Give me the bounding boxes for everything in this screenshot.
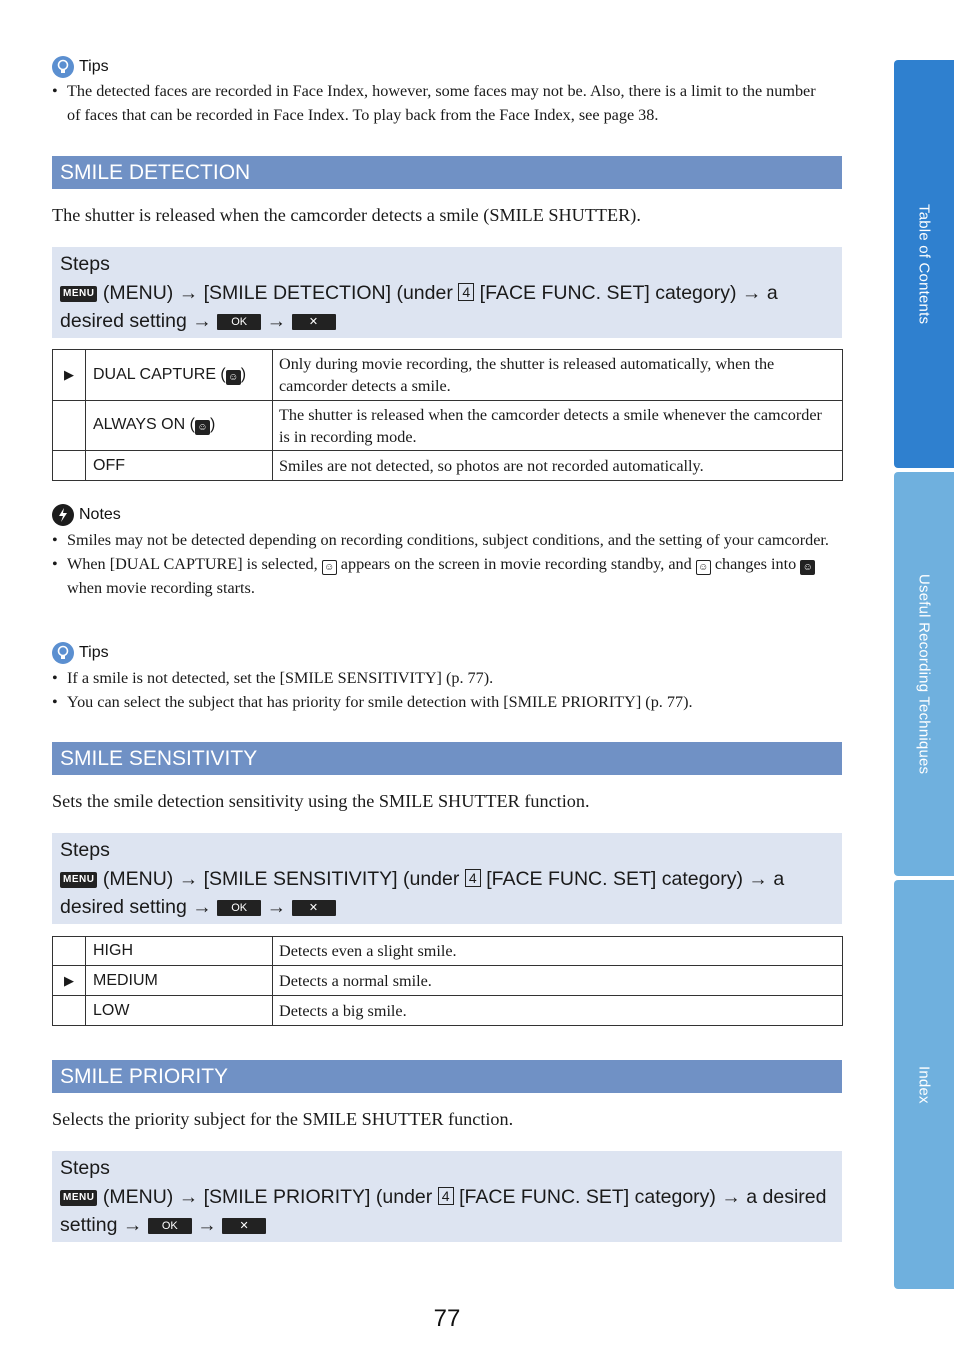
section-title-smile-priority: SMILE PRIORITY	[52, 1060, 842, 1093]
close-key-icon: ✕	[292, 900, 336, 916]
tips-list	[52, 79, 832, 127]
list-item: • If a smile is not detected, set the [SMILE SENSITIVITY] (p. 77).	[52, 666, 832, 690]
menu-key-icon: MENU	[60, 286, 97, 302]
option-description: Detects a normal smile.	[273, 966, 843, 996]
notes-list	[52, 528, 832, 600]
steps-text: MENU (MENU) → [SMILE SENSITIVITY] (under 4 [FACE FUNC. SET] category) → a desired setting → OK → ✕	[60, 867, 785, 918]
list-item: • You can select the subject that has priority for smile detection with [SMILE PRIORITY] (p. 77).	[52, 690, 832, 714]
page-number: 77	[433, 1305, 461, 1332]
side-tab-table-of-contents[interactable]	[894, 60, 954, 468]
steps-text: MENU (MENU) → [SMILE DETECTION] (under 4 [FACE FUNC. SET] category) → a desired setting → OK → ✕	[60, 281, 778, 332]
tips-heading-label: Tips	[79, 58, 109, 75]
list-item: • The detected faces are recorded in Face Index, however, some faces may not be. Also, there is a limit to the number of faces that can be recorded in Face Index. To play back from the Face Index, see page 38.	[52, 79, 832, 127]
option-description: Detects even a slight smile.	[273, 937, 843, 966]
category-number-icon: 4	[465, 869, 481, 887]
notes-heading	[52, 504, 121, 526]
steps-heading: Steps	[60, 253, 110, 275]
ok-key-icon: OK	[217, 314, 261, 330]
default-marker	[53, 401, 86, 451]
side-tab-label: Index	[915, 1065, 933, 1104]
menu-key-icon: MENU	[60, 872, 97, 888]
lightbulb-icon	[52, 642, 74, 664]
default-marker: ▶	[53, 350, 86, 401]
steps-box	[52, 1151, 842, 1242]
notes-icon	[52, 504, 74, 526]
menu-key-icon: MENU	[60, 1190, 97, 1206]
list-item: • When [DUAL CAPTURE] is selected, ☺ appears on the screen in movie recording standby, and ☺ changes into ☺ when movie recording starts.	[52, 552, 832, 600]
default-marker	[53, 451, 86, 481]
option-description: Smiles are not detected, so photos are not recorded automatically.	[273, 451, 843, 481]
tips-heading	[52, 642, 109, 664]
default-marker	[53, 937, 86, 966]
table-row	[53, 966, 843, 996]
steps-heading: Steps	[60, 1157, 110, 1179]
smile-shutter-icon: ☺	[226, 370, 241, 385]
smile-standby-icon: ☺	[322, 560, 337, 575]
option-label: ALWAYS ON ( ☺ )	[86, 401, 273, 451]
options-table-smile-sensitivity	[52, 936, 843, 1026]
option-label: HIGH	[86, 937, 273, 966]
table-row	[53, 401, 843, 451]
option-label: LOW	[86, 996, 273, 1026]
smile-shutter-icon: ☺	[195, 420, 210, 435]
ok-key-icon: OK	[148, 1218, 192, 1234]
section-intro: Sets the smile detection sensitivity using the SMILE SHUTTER function.	[52, 791, 590, 811]
close-key-icon: ✕	[222, 1218, 266, 1234]
steps-text: MENU (MENU) → [SMILE PRIORITY] (under 4 [FACE FUNC. SET] category) → a desired setting → OK → ✕	[60, 1185, 827, 1236]
option-description: Only during movie recording, the shutter is released automatically, when the camcorder detects a smile.	[273, 350, 843, 401]
option-description: Detects a big smile.	[273, 996, 843, 1026]
option-label: DUAL CAPTURE ( ☺ )	[86, 350, 273, 401]
ok-key-icon: OK	[217, 900, 261, 916]
option-label: OFF	[86, 451, 273, 481]
category-number-icon: 4	[438, 1187, 454, 1205]
category-number-icon: 4	[458, 283, 474, 301]
smile-standby-icon: ☺	[696, 560, 711, 575]
options-table-smile-detection	[52, 349, 843, 481]
steps-box	[52, 833, 842, 924]
tips-heading	[52, 56, 109, 78]
table-row	[53, 996, 843, 1026]
lightbulb-icon	[52, 56, 74, 78]
table-row	[53, 350, 843, 401]
tips-list	[52, 666, 832, 714]
default-marker	[53, 996, 86, 1026]
default-marker: ▶	[53, 966, 86, 996]
side-tab-label: Table of Contents	[915, 203, 933, 325]
section-intro: The shutter is released when the camcorder detects a smile (SMILE SHUTTER).	[52, 205, 641, 225]
option-label: MEDIUM	[86, 966, 273, 996]
table-row	[53, 937, 843, 966]
section-title-smile-detection: SMILE DETECTION	[52, 156, 842, 189]
close-key-icon: ✕	[292, 314, 336, 330]
steps-box	[52, 247, 842, 338]
section-title-smile-sensitivity: SMILE SENSITIVITY	[52, 742, 842, 775]
smile-recording-icon: ☺	[800, 560, 815, 575]
tips-heading-label: Tips	[79, 644, 109, 661]
notes-heading-label: Notes	[79, 506, 121, 523]
side-tab-index[interactable]	[894, 880, 954, 1289]
section-intro: Selects the priority subject for the SMILE SHUTTER function.	[52, 1109, 514, 1129]
option-description: The shutter is released when the camcorder detects a smile whenever the camcorder is in recording mode.	[273, 401, 843, 451]
table-row	[53, 451, 843, 481]
list-item: • Smiles may not be detected depending on recording conditions, subject conditions, and the setting of your camcorder.	[52, 528, 832, 552]
steps-heading: Steps	[60, 839, 110, 861]
side-tab-label: Useful Recording Techniques	[915, 573, 933, 775]
side-tab-recording-techniques[interactable]	[894, 472, 954, 876]
